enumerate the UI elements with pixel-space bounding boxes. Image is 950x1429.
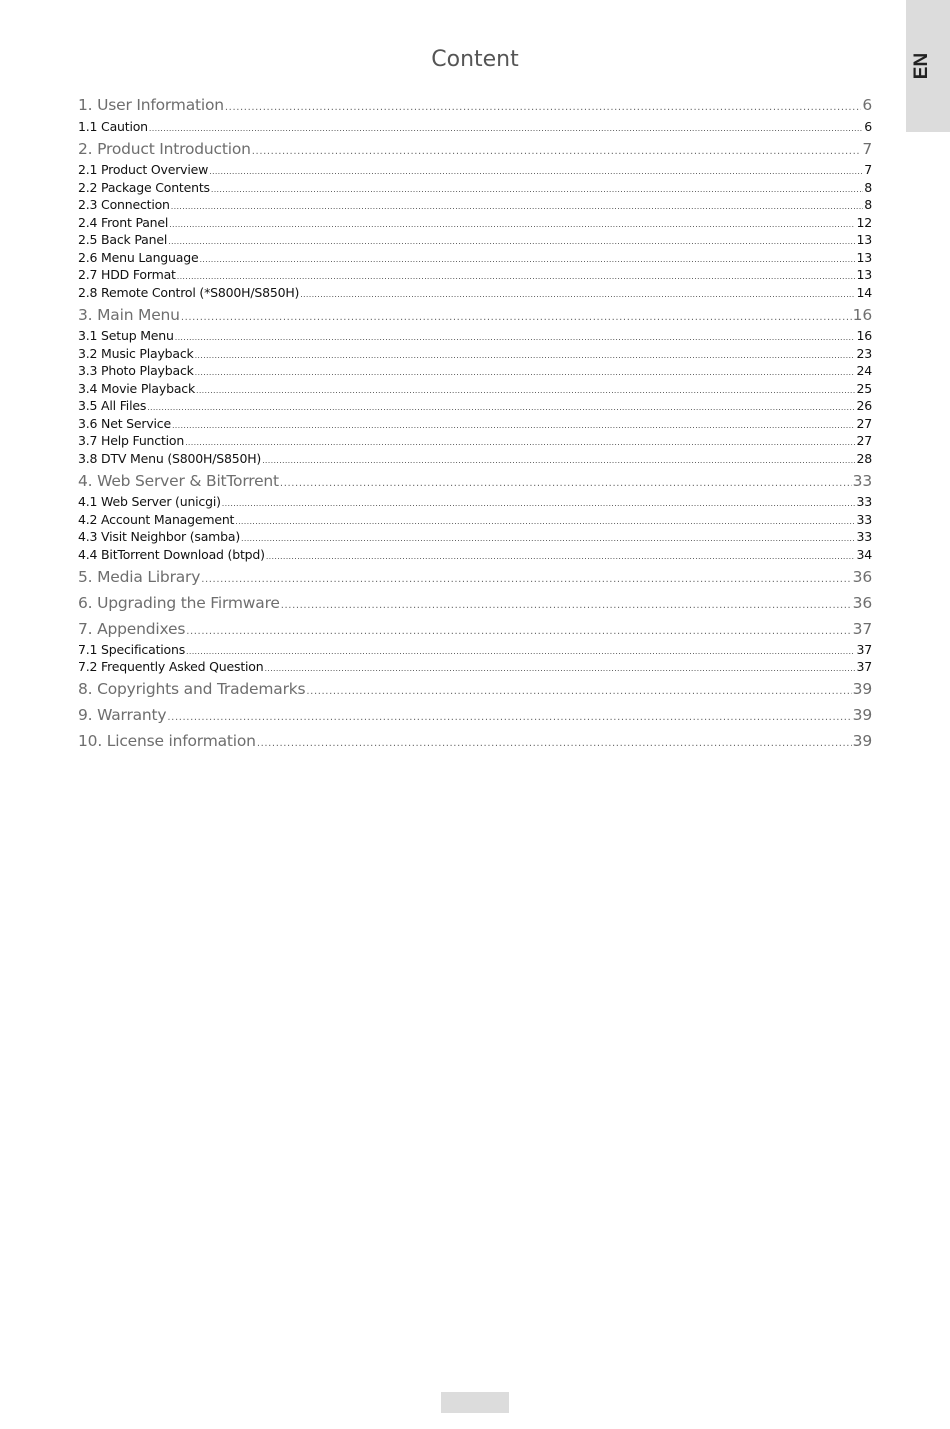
toc-entry-label: 2.5 Back Panel — [78, 232, 168, 247]
toc-entry-label: 1.1 Caution — [78, 119, 148, 134]
toc-entry-3-7[interactable] — [78, 433, 872, 448]
dot-leader — [195, 352, 856, 360]
dot-leader — [147, 404, 855, 412]
dot-leader — [211, 186, 863, 194]
toc-entry-label: 4.3 Visit Neighbor (samba) — [78, 529, 241, 544]
toc-entry-label: 9. Warranty — [78, 706, 167, 724]
toc-page-number: 33 — [852, 472, 872, 490]
toc-entry-3-5[interactable] — [78, 398, 872, 413]
toc-page-number: 37 — [852, 620, 872, 638]
toc-page-number: 24 — [856, 363, 872, 378]
toc-entry-2-6[interactable] — [78, 250, 872, 265]
toc-page-number: 7 — [864, 162, 872, 177]
toc-page-number: 34 — [856, 547, 872, 562]
dot-leader — [186, 648, 855, 656]
toc-page-number: 39 — [852, 680, 872, 698]
dot-leader — [196, 387, 855, 395]
toc-page-number: 37 — [856, 659, 872, 674]
toc-entry-8[interactable] — [78, 680, 872, 698]
toc-page-number: 16 — [852, 306, 872, 324]
dot-leader — [264, 665, 855, 673]
toc-page-number: 6 — [862, 96, 872, 114]
toc-entry-label: 7. Appendixes — [78, 620, 186, 638]
dot-leader — [209, 168, 863, 176]
toc-page-number: 12 — [856, 215, 872, 230]
toc-entry-3-8[interactable] — [78, 451, 872, 466]
toc-entry-7-2[interactable] — [78, 659, 872, 674]
toc-entry-label: 3.7 Help Function — [78, 433, 185, 448]
toc-entry-label: 4.2 Account Management — [78, 512, 235, 527]
toc-entry-label: 2.8 Remote Control (*S800H/S850H) — [78, 285, 300, 300]
dot-leader — [195, 369, 856, 377]
toc-entry-9[interactable] — [78, 706, 872, 724]
toc-entry-label: 2.3 Connection — [78, 197, 170, 212]
toc-entry-4-1[interactable] — [78, 494, 872, 509]
toc-entry-label: 5. Media Library — [78, 568, 201, 586]
toc-entry-label: 7.1 Specifications — [78, 642, 186, 657]
toc-entry-label: 2.7 HDD Format — [78, 267, 176, 282]
dot-leader — [300, 291, 855, 299]
toc-page-number: 16 — [856, 328, 872, 343]
toc-entry-label: 1. User Information — [78, 96, 224, 114]
toc-entry-label: 3.8 DTV Menu (S800H/S850H) — [78, 451, 262, 466]
toc-entry-4-2[interactable] — [78, 512, 872, 527]
toc-entry-label: 4. Web Server & BitTorrent — [78, 472, 279, 490]
dot-leader — [225, 103, 861, 113]
toc-entry-4[interactable] — [78, 472, 872, 490]
toc-page-number: 37 — [856, 642, 872, 657]
toc-entry-label: 3.2 Music Playback — [78, 346, 194, 361]
toc-entry-5[interactable] — [78, 568, 872, 586]
dot-leader — [266, 553, 856, 561]
dot-leader — [181, 313, 852, 323]
toc-entry-label: 2.1 Product Overview — [78, 162, 209, 177]
toc-page-number: 13 — [856, 250, 872, 265]
toc-page-number: 33 — [856, 529, 872, 544]
dot-leader — [168, 238, 855, 246]
dot-leader — [306, 687, 851, 697]
toc-entry-7-1[interactable] — [78, 642, 872, 657]
dot-leader — [185, 439, 855, 447]
toc-entry-label: 3.5 All Files — [78, 398, 147, 413]
toc-page-number: 8 — [864, 180, 872, 195]
toc-entry-label: 2.6 Menu Language — [78, 250, 199, 265]
toc-page-number: 28 — [856, 451, 872, 466]
toc-page-number: 13 — [856, 267, 872, 282]
toc-entry-3-2[interactable] — [78, 346, 872, 361]
toc-page-number: 39 — [852, 706, 872, 724]
toc-entry-2-3[interactable] — [78, 197, 872, 212]
toc-entry-label: 8. Copyrights and Trademarks — [78, 680, 306, 698]
dot-leader — [235, 518, 855, 526]
toc-entry-2-8[interactable] — [78, 285, 872, 300]
dot-leader — [199, 256, 855, 264]
toc-page-number: 36 — [852, 594, 872, 612]
toc-entry-label: 4.1 Web Server (unicgi) — [78, 494, 221, 509]
dot-leader — [186, 627, 851, 637]
toc-entry-label: 2.4 Front Panel — [78, 215, 169, 230]
dot-leader — [262, 457, 855, 465]
dot-leader — [167, 713, 851, 723]
toc-entry-3-6[interactable] — [78, 416, 872, 431]
toc-page-number: 8 — [864, 197, 872, 212]
dot-leader — [257, 739, 852, 749]
dot-leader — [171, 203, 863, 211]
toc-entry-3-1[interactable] — [78, 328, 872, 343]
dot-leader — [175, 334, 856, 342]
toc-entry-10[interactable] — [78, 732, 872, 750]
toc-entry-label: 10. License information — [78, 732, 256, 750]
dot-leader — [169, 221, 855, 229]
toc-entry-label: 7.2 Frequently Asked Question — [78, 659, 264, 674]
toc-page-number: 26 — [856, 398, 872, 413]
dot-leader — [177, 273, 856, 281]
toc-entry-2-2[interactable] — [78, 180, 872, 195]
toc-entry-3-4[interactable] — [78, 381, 872, 396]
toc-entry-3-3[interactable] — [78, 363, 872, 378]
toc-page-number: 13 — [856, 232, 872, 247]
toc-entry-3[interactable] — [78, 306, 872, 324]
toc-entry-label: 2.2 Package Contents — [78, 180, 210, 195]
toc-entry-1-1[interactable] — [78, 119, 872, 134]
page-number-box — [441, 1392, 509, 1413]
dot-leader — [252, 147, 862, 157]
toc-page-number: 39 — [852, 732, 872, 750]
toc-entry-label: 3.1 Setup Menu — [78, 328, 174, 343]
toc-entry-label: 3.3 Photo Playback — [78, 363, 194, 378]
toc-page-number: 25 — [856, 381, 872, 396]
toc-page-number: 23 — [856, 346, 872, 361]
language-tab-label: EN — [911, 52, 932, 80]
page-title: Content — [431, 47, 519, 72]
toc-entry-2[interactable] — [78, 140, 872, 158]
dot-leader — [241, 535, 855, 543]
toc-entry-label: 4.4 BitTorrent Download (btpd) — [78, 547, 265, 562]
dot-leader — [149, 125, 863, 133]
toc-entry-6[interactable] — [78, 594, 872, 612]
toc-entry-label: 6. Upgrading the Firmware — [78, 594, 280, 612]
toc-page-number: 6 — [864, 119, 872, 134]
dot-leader — [172, 422, 856, 430]
toc-entry-label: 3. Main Menu — [78, 306, 180, 324]
toc-entry-label: 2. Product Introduction — [78, 140, 251, 158]
toc-entry-7[interactable] — [78, 620, 872, 638]
dot-leader — [281, 601, 852, 611]
toc-page-number: 7 — [862, 140, 872, 158]
toc-page-number: 14 — [856, 285, 872, 300]
toc-entry-4-4[interactable] — [78, 547, 872, 562]
toc-entry-label: 3.4 Movie Playback — [78, 381, 195, 396]
toc-entry-2-5[interactable] — [78, 232, 872, 247]
dot-leader — [222, 500, 856, 508]
toc-entry-2-7[interactable] — [78, 267, 872, 282]
toc-page-number: 33 — [856, 512, 872, 527]
toc-entry-4-3[interactable] — [78, 529, 872, 544]
toc-page-number: 36 — [852, 568, 872, 586]
dot-leader — [280, 479, 852, 489]
dot-leader — [201, 575, 851, 585]
toc-page-number: 27 — [856, 416, 872, 431]
toc-page-number: 33 — [856, 494, 872, 509]
toc-entry-1[interactable] — [78, 96, 872, 114]
toc-page-number: 27 — [856, 433, 872, 448]
toc-entry-2-1[interactable] — [78, 162, 872, 177]
toc-entry-2-4[interactable] — [78, 215, 872, 230]
toc-entry-label: 3.6 Net Service — [78, 416, 171, 431]
